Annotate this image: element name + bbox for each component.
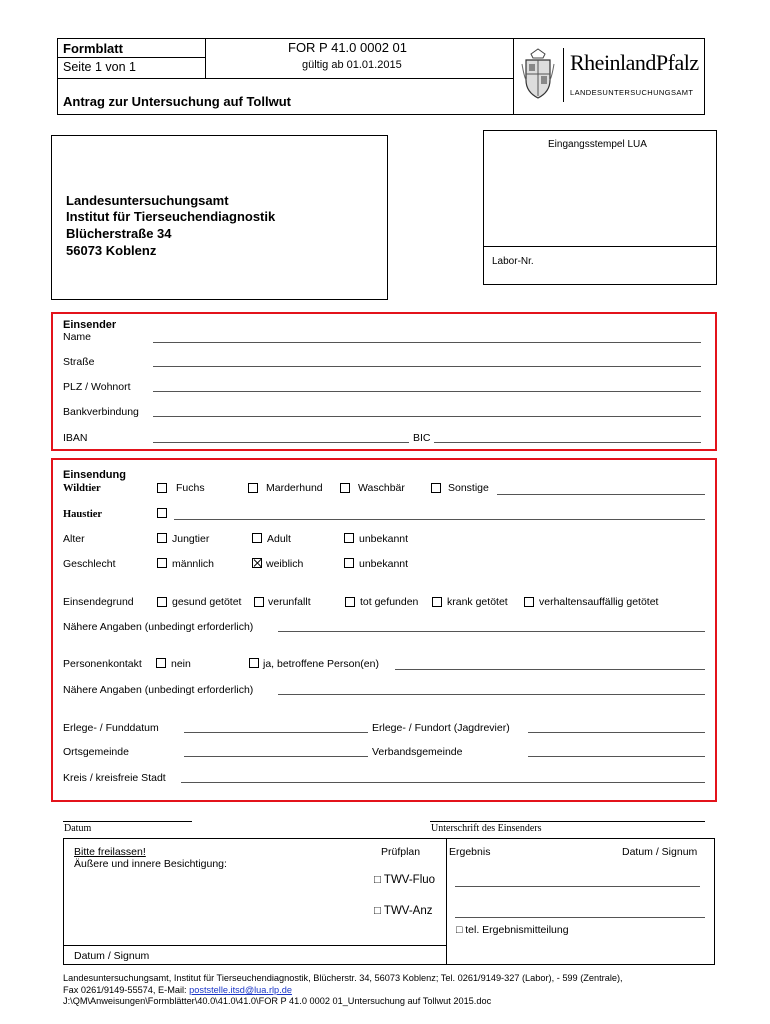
- sender-section: [51, 312, 717, 451]
- kontakt-person-field[interactable]: [395, 669, 705, 670]
- geschlecht-unbekannt-label: unbekannt: [359, 558, 409, 570]
- sender-bank-field[interactable]: [153, 416, 701, 417]
- fundort-field[interactable]: [528, 732, 705, 733]
- address-line-1: Landesuntersuchungsamt: [66, 193, 229, 208]
- krank-checkbox[interactable]: [432, 597, 442, 607]
- verunfallt-label: verunfallt: [268, 596, 311, 608]
- pruefplan-label: Prüfplan: [381, 846, 421, 858]
- logo-wordmark: RheinlandPfalz: [570, 50, 699, 75]
- sender-bic-label: BIC: [413, 432, 431, 444]
- naehere-angaben-1-field[interactable]: [278, 631, 705, 632]
- waschbaer-label: Waschbär: [358, 482, 405, 494]
- kontakt-ja-label: ja, betroffene Person(en): [263, 658, 379, 670]
- krank-label: krank getötet: [447, 596, 508, 608]
- ortsgemeinde-label: Ortsgemeinde: [63, 746, 129, 758]
- auffaellig-checkbox[interactable]: [524, 597, 534, 607]
- datum-label: Datum: [64, 823, 92, 834]
- sender-bank-label: Bankverbindung: [63, 406, 139, 418]
- document-id: FOR P 41.0 0002 01: [288, 40, 408, 55]
- fuchs-label: Fuchs: [176, 482, 205, 494]
- sender-iban-label: IBAN: [63, 432, 88, 444]
- fundort-label: Erlege- / Fundort (Jagdrevier): [372, 722, 510, 734]
- alter-unbekannt-checkbox[interactable]: [344, 533, 354, 543]
- geschlecht-label: Geschlecht: [63, 558, 116, 570]
- footer-filepath: J:\QM\Anweisungen\Formblätter\40.0\41.0\41.0\FOR P 41.0 0002 01_Untersuchung auf Tollwut 2015.doc: [63, 996, 492, 1006]
- tot-checkbox[interactable]: [345, 597, 355, 607]
- wildtier-label: Wildtier: [63, 483, 101, 494]
- labor-nr-label: Labor-Nr.: [492, 256, 534, 267]
- lab-datum-signum-bottom: Datum / Signum: [74, 950, 150, 962]
- sender-bic-field[interactable]: [434, 442, 701, 443]
- tel-ergebnis-label: □ tel. Ergebnismitteilung: [456, 924, 569, 936]
- header-divider-v1: [205, 38, 206, 78]
- address-line-2: Institut für Tierseuchendiagnostik: [66, 209, 276, 224]
- haustier-field[interactable]: [174, 519, 705, 520]
- geschlecht-unbekannt-checkbox[interactable]: [344, 558, 354, 568]
- marderhund-label: Marderhund: [266, 482, 323, 494]
- waschbaer-checkbox[interactable]: [340, 483, 350, 493]
- kontakt-nein-checkbox[interactable]: [156, 658, 166, 668]
- twv-fluo-label: □ TWV-Fluo: [374, 874, 436, 886]
- kreis-field[interactable]: [181, 782, 705, 783]
- funddatum-field[interactable]: [184, 732, 368, 733]
- header-divider-h2: [57, 78, 513, 79]
- logo-subtitle: LANDESUNTERSUCHUNGSAMT: [570, 88, 694, 97]
- formblatt-label: Formblatt: [63, 41, 123, 56]
- twv-anz-label: □ TWV-Anz: [374, 905, 433, 917]
- stamp-divider: [483, 246, 717, 247]
- sonstige-field[interactable]: [497, 494, 705, 495]
- address-line-3: Blücherstraße 34: [66, 226, 172, 241]
- footer-email-link[interactable]: poststelle.itsd@lua.rlp.de: [189, 985, 292, 995]
- footer-contact: [63, 985, 292, 995]
- kreis-label: Kreis / kreisfreie Stadt: [63, 772, 166, 784]
- haustier-label: Haustier: [63, 509, 103, 520]
- tot-label: tot gefunden: [360, 596, 419, 608]
- verbandsgemeinde-field[interactable]: [528, 756, 705, 757]
- naehere-angaben-2-label: Nähere Angaben (unbedingt erforderlich): [63, 684, 254, 696]
- kontakt-nein-label: nein: [171, 658, 191, 670]
- naehere-angaben-2-field[interactable]: [278, 694, 705, 695]
- verunfallt-checkbox[interactable]: [254, 597, 264, 607]
- gesund-label: gesund getötet: [172, 596, 242, 608]
- footer-address: Landesuntersuchungsamt, Institut für Tierseuchendiagnostik, Blücherstr. 34, 56073 Koblenz; Tel. 0261/9149-327 (Labor), - 599 (Zentrale),: [63, 973, 623, 983]
- unterschrift-signature-line[interactable]: [430, 821, 705, 822]
- ortsgemeinde-field[interactable]: [184, 756, 368, 757]
- sender-street-field[interactable]: [153, 366, 701, 367]
- funddatum-label: Erlege- / Funddatum: [63, 722, 159, 734]
- sender-iban-field[interactable]: [153, 442, 409, 443]
- marderhund-checkbox[interactable]: [248, 483, 258, 493]
- sender-name-label: Name: [63, 331, 92, 343]
- unterschrift-label: Unterschrift des Einsenders: [431, 823, 542, 834]
- sender-plz-label: PLZ / Wohnort: [63, 381, 131, 393]
- haustier-checkbox[interactable]: [157, 508, 167, 518]
- alter-unbekannt-label: unbekannt: [359, 533, 409, 545]
- adult-checkbox[interactable]: [252, 533, 262, 543]
- shipment-heading: Einsendung: [63, 469, 126, 481]
- stamp-label: Eingangsstempel LUA: [548, 139, 647, 150]
- lab-datum-signum-label: Datum / Signum: [622, 846, 698, 858]
- lab-divider-v: [446, 838, 447, 965]
- naehere-angaben-1-label: Nähere Angaben (unbedingt erforderlich): [63, 621, 254, 633]
- ergebnis-label: Ergebnis: [449, 846, 491, 858]
- besichtigung-label: Äußere und innere Besichtigung:: [74, 858, 227, 870]
- page-title: Antrag zur Untersuchung auf Tollwut: [63, 94, 291, 109]
- lab-bottom-divider: [63, 945, 446, 946]
- sender-plz-field[interactable]: [153, 391, 701, 392]
- weiblich-label: weiblich: [266, 558, 304, 570]
- sender-heading: Einsender: [63, 319, 117, 331]
- alter-label: Alter: [63, 533, 85, 545]
- fuchs-checkbox[interactable]: [157, 483, 167, 493]
- coat-of-arms-icon: [521, 46, 555, 106]
- sonstige-checkbox[interactable]: [431, 483, 441, 493]
- jungtier-checkbox[interactable]: [157, 533, 167, 543]
- verbandsgemeinde-label: Verbandsgemeinde: [372, 746, 463, 758]
- jungtier-label: Jungtier: [172, 533, 210, 545]
- auffaellig-label: verhaltensauffällig getötet: [539, 596, 659, 608]
- kontakt-label: Personenkontakt: [63, 658, 142, 670]
- sender-street-label: Straße: [63, 356, 95, 368]
- grund-label: Einsendegrund: [63, 596, 134, 608]
- datum-signature-line[interactable]: [63, 821, 192, 822]
- gesund-checkbox[interactable]: [157, 597, 167, 607]
- footer-fax: Fax 0261/9149-55574, E-Mail:: [63, 985, 190, 995]
- logo-divider: [563, 48, 564, 102]
- sonstige-label: Sonstige: [448, 482, 489, 494]
- valid-from: gültig ab 01.01.2015: [302, 59, 402, 71]
- header-divider-h1: [57, 57, 205, 58]
- address-line-4: 56073 Koblenz: [66, 243, 157, 258]
- maennlich-checkbox[interactable]: [157, 558, 167, 568]
- header-divider-v2: [513, 38, 514, 115]
- page-count: Seite 1 von 1: [63, 60, 136, 74]
- sender-name-field[interactable]: [153, 342, 701, 343]
- kontakt-ja-checkbox[interactable]: [249, 658, 259, 668]
- freilassen-label: Bitte freilassen!: [74, 846, 146, 858]
- twv-anz-result-field[interactable]: [455, 917, 705, 918]
- twv-fluo-result-field[interactable]: [455, 886, 700, 887]
- adult-label: Adult: [267, 533, 291, 545]
- weiblich-checkbox[interactable]: [252, 558, 262, 568]
- maennlich-label: männlich: [172, 558, 215, 570]
